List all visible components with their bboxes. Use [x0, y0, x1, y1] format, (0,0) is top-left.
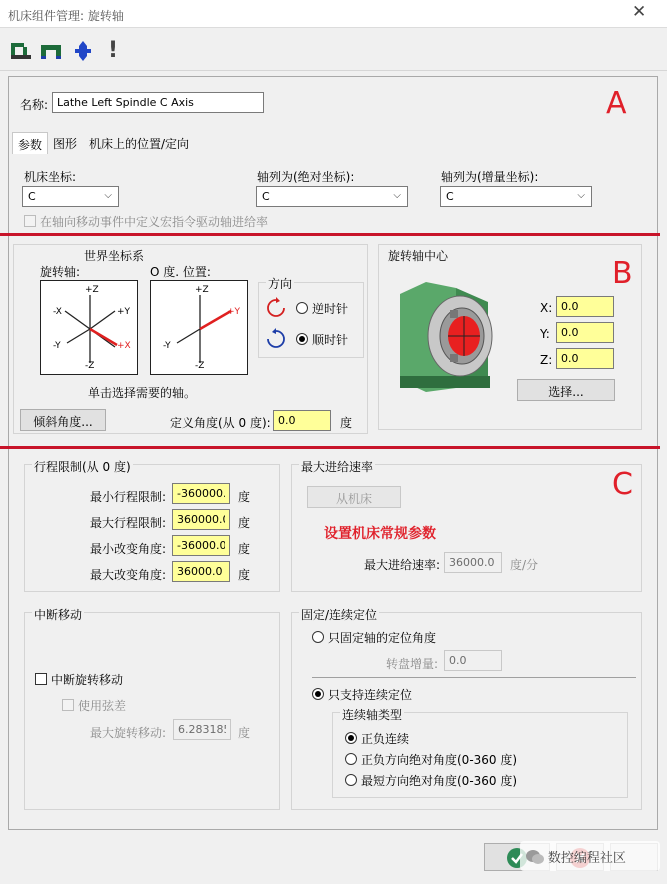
max-rot-input[interactable] [173, 719, 231, 740]
name-label: 名称: [20, 98, 49, 112]
ccw-label: 逆时针 [312, 302, 349, 316]
max-rot-unit: 度 [238, 726, 251, 740]
axis-inc-select[interactable] [440, 186, 592, 207]
direction-title: 方向 [268, 277, 293, 291]
chevron-down-icon: ⌵ [393, 190, 401, 201]
travel-limits-title: 行程限制(从 0 度) [34, 460, 131, 474]
magnet-icon[interactable] [40, 40, 62, 62]
axis-hint: 单击选择需要的轴。 [88, 386, 197, 400]
cw-rotation-icon [264, 328, 288, 350]
min-travel-label: 最小行程限制: [90, 490, 167, 504]
axis-py: +Y [117, 307, 131, 317]
positioning-title: 固定/连续定位 [301, 608, 378, 622]
tilt-angle-button[interactable]: 倾斜角度... [20, 409, 106, 431]
def-angle-unit: 度 [340, 416, 353, 430]
index-label: 转盘增量: [386, 657, 439, 671]
annotation-b: B [612, 256, 633, 291]
chevron-down-icon: ⌵ [104, 190, 112, 201]
cont-opt2-radio[interactable] [345, 753, 357, 765]
watermark-text: 数控编程社区 [547, 851, 626, 866]
axis-ny: -Y [163, 341, 171, 351]
continuous-only-label: 只支持连续定位 [328, 688, 413, 702]
def-angle-label: 定义角度(从 0 度): [170, 416, 271, 430]
machine-coord-select[interactable] [22, 186, 119, 207]
continuous-only-radio[interactable] [312, 688, 324, 700]
axis-inc-value: C [446, 190, 454, 203]
toolbar-divider [0, 70, 667, 71]
cont-opt1-label: 正负连续 [361, 732, 410, 746]
axis-ny: -Y [53, 341, 61, 351]
ccw-rotation-icon [264, 297, 288, 319]
tab-graphics[interactable]: 图形 [53, 137, 78, 151]
watermark [520, 841, 660, 871]
name-input[interactable] [52, 92, 264, 113]
min-travel-unit: 度 [238, 490, 251, 504]
positioning-divider [312, 677, 636, 678]
axis-nz: -Z [195, 361, 205, 371]
axis-py: +Y [227, 307, 241, 317]
ccw-radio[interactable] [296, 302, 308, 314]
tab-machine-position[interactable]: 机床上的位置/定向 [89, 137, 190, 151]
interrupt-group [24, 612, 280, 810]
axis-abs-select[interactable] [256, 186, 408, 207]
max-feed-label: 最大进给速率: [364, 558, 441, 572]
axis-icon[interactable] [72, 40, 94, 62]
min-change-label: 最小改变角度: [90, 542, 167, 556]
chevron-down-icon: ⌵ [577, 190, 585, 201]
x-label: X: [540, 301, 553, 315]
rotary-table-image [396, 276, 500, 394]
max-change-input[interactable] [172, 561, 230, 582]
max-travel-unit: 度 [238, 516, 251, 530]
zero-pos-selector[interactable] [150, 280, 248, 375]
cont-opt3-label: 最短方向绝对角度(0-360 度) [361, 774, 518, 788]
use-chord-label: 使用弦差 [78, 699, 127, 713]
macro-feed-label: 在轴向移动事件中定义宏指令驱动轴进给率 [40, 215, 269, 229]
machine-coord-value: C [28, 190, 36, 203]
annotation-a: A [606, 86, 627, 121]
cont-opt1-radio[interactable] [345, 732, 357, 744]
fixed-only-radio[interactable] [312, 631, 324, 643]
rot-center-title: 旋转轴中心 [388, 249, 449, 263]
max-feed-unit: 度/分 [510, 558, 539, 572]
wechat-icon [526, 849, 544, 865]
interrupt-rot-label: 中断旋转移动 [51, 673, 124, 687]
rot-axis-selector[interactable] [40, 280, 138, 375]
machine-icon[interactable] [10, 40, 32, 62]
axis-pz: +Z [85, 285, 99, 295]
axis-px: +X [117, 341, 131, 351]
axis-pz: +Z [195, 285, 209, 295]
cont-opt3-radio[interactable] [345, 774, 357, 786]
zero-pos-label: O 度. 位置: [150, 265, 211, 279]
axis-inc-label: 轴列为(增量坐标): [441, 170, 539, 184]
z-label: Z: [540, 353, 553, 367]
cont-opt2-label: 正负方向绝对角度(0-360 度) [361, 753, 518, 767]
axis-nz: -Z [85, 361, 95, 371]
max-feed-title: 最大进给速率 [301, 460, 374, 474]
max-rot-label: 最大旋转移动: [90, 726, 167, 740]
select-center-button[interactable]: 选择... [517, 379, 615, 401]
from-machine-button[interactable]: 从机床 [307, 486, 401, 508]
axis-abs-value: C [262, 190, 270, 203]
window-title: 机床组件管理: 旋转轴 [8, 9, 124, 23]
center-z-input[interactable] [556, 348, 614, 369]
def-angle-input[interactable] [273, 410, 331, 431]
min-travel-input[interactable] [172, 483, 230, 504]
max-travel-input[interactable] [172, 509, 230, 530]
max-travel-label: 最大行程限制: [90, 516, 167, 530]
warning-icon[interactable]: ! [108, 38, 119, 63]
center-x-input[interactable] [556, 296, 614, 317]
center-y-input[interactable] [556, 322, 614, 343]
close-button[interactable]: ✕ [632, 2, 647, 22]
y-label: Y: [540, 327, 550, 341]
axis-nx: -X [53, 307, 62, 317]
min-change-input[interactable] [172, 535, 230, 556]
min-change-unit: 度 [238, 542, 251, 556]
interrupt-title: 中断移动 [34, 608, 83, 622]
use-chord-checkbox[interactable] [62, 699, 74, 711]
section-divider-ab [0, 233, 660, 236]
max-change-label: 最大改变角度: [90, 568, 167, 582]
section-divider-bc [0, 446, 660, 449]
axis-abs-label: 轴列为(绝对坐标): [257, 170, 355, 184]
fixed-only-label: 只固定轴的定位角度 [328, 631, 437, 645]
rot-axis-label: 旋转轴: [40, 265, 81, 279]
max-change-unit: 度 [238, 568, 251, 582]
machine-coord-label: 机床坐标: [24, 170, 77, 184]
cw-label: 顺时针 [312, 333, 349, 347]
index-input[interactable] [444, 650, 502, 671]
cont-type-title: 连续轴类型 [342, 708, 403, 722]
world-coords-title: 世界坐标系 [84, 249, 145, 263]
annotation-c: C [612, 467, 633, 502]
interrupt-rot-checkbox[interactable] [35, 673, 47, 685]
tab-parameters[interactable]: 参数 [12, 132, 48, 154]
annotation-note: 设置机床常规参数 [324, 526, 436, 542]
max-feed-input[interactable] [444, 552, 502, 573]
cw-radio[interactable] [296, 333, 308, 345]
macro-feed-checkbox[interactable] [24, 215, 36, 227]
title-bar [0, 0, 667, 28]
